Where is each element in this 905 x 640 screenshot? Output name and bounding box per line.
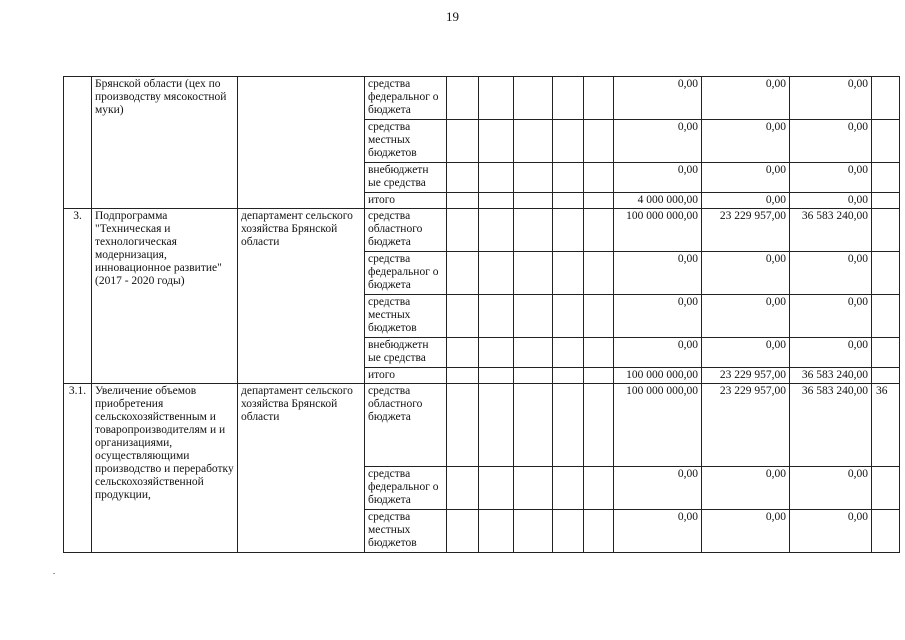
funding-source: средства федеральног о бюджета bbox=[365, 77, 447, 120]
funding-source: внебюджетн ые средства bbox=[365, 338, 447, 368]
amount-cell: 36 583 240,00 bbox=[790, 209, 872, 252]
funding-source: итого bbox=[365, 193, 447, 209]
amount-cell bbox=[872, 77, 900, 120]
funding-source: средства местных бюджетов bbox=[365, 120, 447, 163]
amount-cell: 0,00 bbox=[614, 467, 702, 510]
amount-cell: 0,00 bbox=[702, 252, 790, 295]
scan-speck bbox=[53, 573, 55, 574]
funding-source: средства областного бюджета bbox=[365, 209, 447, 252]
event-description: Брянской области (цех по производству мясокостной муки) bbox=[92, 77, 238, 209]
funding-source: средства федеральног о бюджета bbox=[365, 467, 447, 510]
amount-cell: 23 229 957,00 bbox=[702, 384, 790, 467]
page-number: 19 bbox=[446, 9, 459, 24]
amount-cell: 0,00 bbox=[702, 120, 790, 163]
amount-cell bbox=[872, 338, 900, 368]
amount-cell: 0,00 bbox=[614, 120, 702, 163]
amount-cell: 36 583 240,00 bbox=[790, 368, 872, 384]
amount-cell: 0,00 bbox=[702, 77, 790, 120]
amount-cell: 0,00 bbox=[702, 467, 790, 510]
amount-cell: 0,00 bbox=[790, 467, 872, 510]
amount-cell: 0,00 bbox=[614, 252, 702, 295]
table-row bbox=[64, 384, 900, 467]
amount-cell: 0,00 bbox=[790, 193, 872, 209]
amount-cell: 36 bbox=[872, 384, 900, 467]
amount-cell: 100 000 000,00 bbox=[614, 384, 702, 467]
amount-cell: 0,00 bbox=[790, 163, 872, 193]
amount-cell bbox=[872, 252, 900, 295]
event-description: Подпрограмма "Техническая и технологическая модернизация, инновационное развитие" (2017 - 2020 годы) bbox=[92, 209, 238, 384]
amount-cell bbox=[872, 209, 900, 252]
amount-cell: 0,00 bbox=[614, 510, 702, 553]
amount-cell: 23 229 957,00 bbox=[702, 209, 790, 252]
table-row bbox=[64, 77, 900, 120]
amount-cell: 100 000 000,00 bbox=[614, 368, 702, 384]
amount-cell: 0,00 bbox=[702, 295, 790, 338]
amount-cell: 0,00 bbox=[790, 77, 872, 120]
amount-cell: 0,00 bbox=[702, 338, 790, 368]
amount-cell bbox=[872, 120, 900, 163]
row-number: 3. bbox=[64, 209, 92, 384]
amount-cell: 0,00 bbox=[790, 252, 872, 295]
amount-cell bbox=[872, 193, 900, 209]
event-description: Увеличение объемов приобретения сельскохозяйственным и товаропроизводителям и и организациями, осуществляющими производство и переработку сельскохозяйственной продукции, bbox=[92, 384, 238, 553]
amount-cell: 0,00 bbox=[790, 295, 872, 338]
amount-cell bbox=[872, 295, 900, 338]
amount-cell: 0,00 bbox=[790, 510, 872, 553]
amount-cell: 0,00 bbox=[790, 338, 872, 368]
amount-cell bbox=[872, 368, 900, 384]
amount-cell: 0,00 bbox=[614, 295, 702, 338]
amount-cell bbox=[872, 467, 900, 510]
row-number: 3.1. bbox=[64, 384, 92, 553]
amount-cell: 0,00 bbox=[614, 77, 702, 120]
amount-cell: 0,00 bbox=[702, 510, 790, 553]
department-cell bbox=[238, 77, 365, 209]
amount-cell: 36 583 240,00 bbox=[790, 384, 872, 467]
department-cell: департамент сельского хозяйства Брянской области bbox=[238, 384, 365, 553]
department-cell: департамент сельского хозяйства Брянской области bbox=[238, 209, 365, 384]
amount-cell: 0,00 bbox=[702, 163, 790, 193]
amount-cell: 0,00 bbox=[614, 163, 702, 193]
amount-cell: 23 229 957,00 bbox=[702, 368, 790, 384]
row-number bbox=[64, 77, 92, 209]
funding-source: средства областного бюджета bbox=[365, 384, 447, 467]
funding-source: средства местных бюджетов bbox=[365, 295, 447, 338]
budget-table bbox=[63, 76, 900, 553]
amount-cell: 0,00 bbox=[790, 120, 872, 163]
amount-cell: 0,00 bbox=[614, 338, 702, 368]
funding-source: средства федеральног о бюджета bbox=[365, 252, 447, 295]
amount-cell: 0,00 bbox=[702, 193, 790, 209]
amount-cell bbox=[872, 510, 900, 553]
table-row bbox=[64, 209, 900, 252]
funding-source: внебюджетн ые средства bbox=[365, 163, 447, 193]
funding-source: итого bbox=[365, 368, 447, 384]
amount-cell: 4 000 000,00 bbox=[614, 193, 702, 209]
funding-source: средства местных бюджетов bbox=[365, 510, 447, 553]
amount-cell bbox=[872, 163, 900, 193]
amount-cell: 100 000 000,00 bbox=[614, 209, 702, 252]
